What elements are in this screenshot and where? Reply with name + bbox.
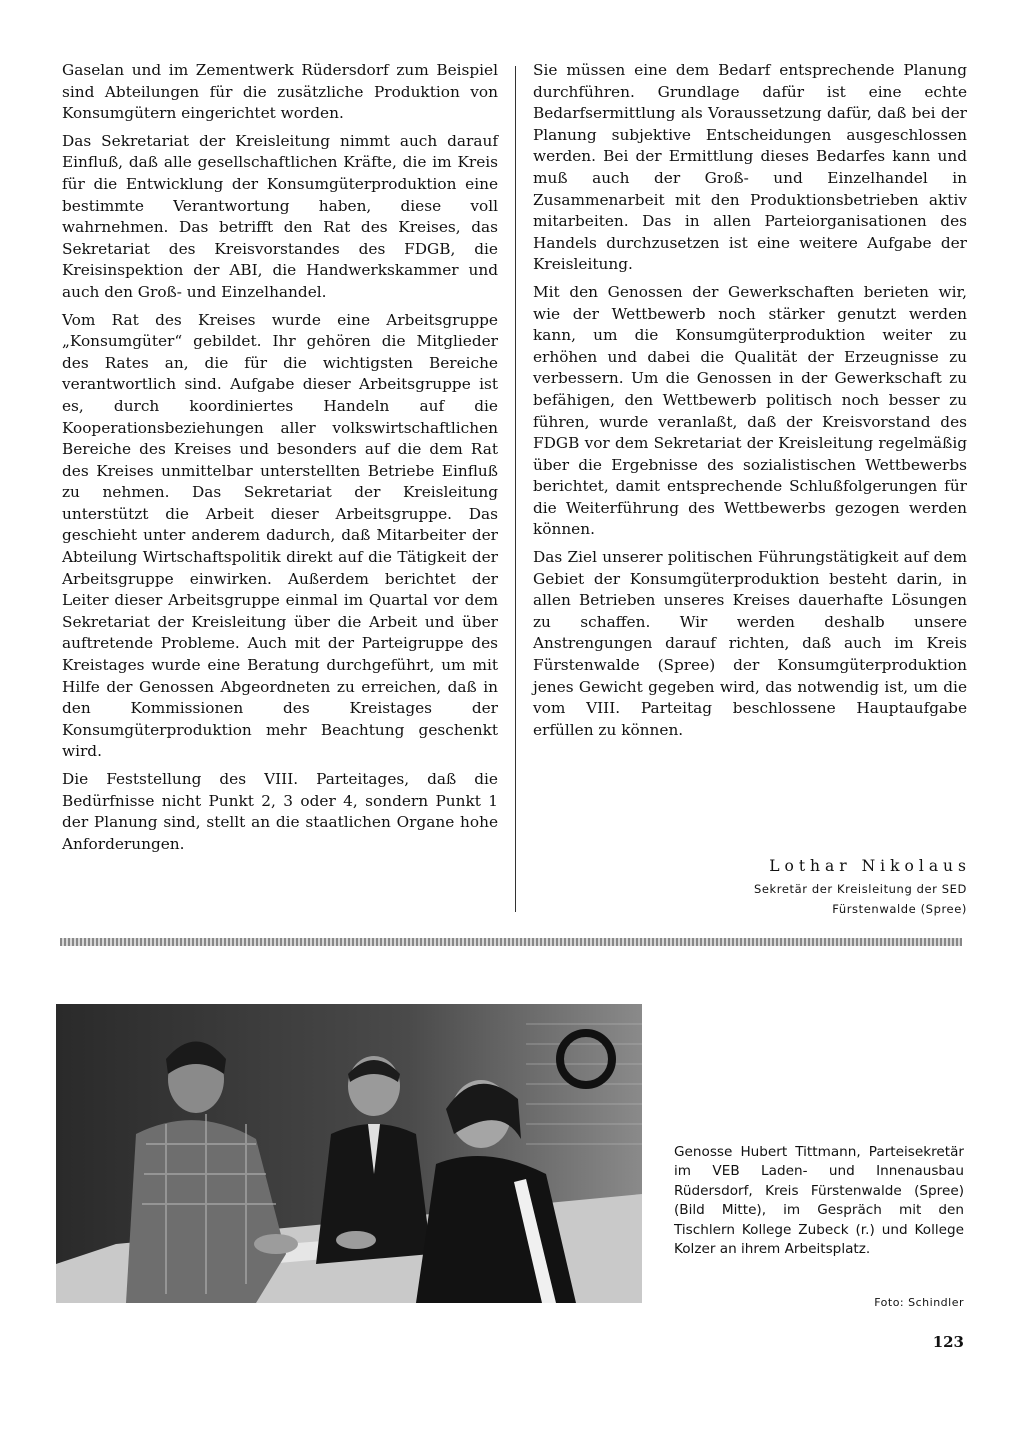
article-paragraph: Das Ziel unserer politischen Führungstätigkeit auf dem Gebiet der Konsumgüterproduktion besteht darin, in allen Betrieben unseres Kreises dauerhafte Lösungen zu schaffen. Wir werden deshalb unsere Anstrengungen darauf richten, daß auch im Kreis Fürstenwalde (Spree) der Konsumgüterproduktion jenes Gewicht gegeben wird, das notwendig ist, um die vom VIII. Parteitag beschlossene Hauptaufgabe erfüllen zu können. (533, 548, 967, 739)
article-paragraph: Das Sekretariat der Kreisleitung nimmt auch darauf Einfluß, daß alle gesellschaftlichen Kräfte, die im Kreis für die Entwicklung der Konsumgüterproduktion eine bestimmte Verantwortung haben, diese voll wahrnehmen. Das betrifft den Rat des Kreises, das Sekretariat des Kreisvorstandes des FDGB, die Kreisinspektion der ABI, die Handwerkskammer und auch den Groß- und Einzelhandel. (62, 131, 498, 301)
article-left-column (62, 60, 498, 861)
author-signature (533, 853, 971, 919)
workshop-photo-illustration (56, 1004, 642, 1303)
article-paragraph: Die Feststellung des VIII. Parteitages, daß die Bedürfnisse nicht Punkt 2, 3 oder 4, sondern Punkt 1 der Planung sind, stellt an die staatlichen Organe hohe Anforderungen. (62, 770, 498, 853)
column-divider-rule (515, 66, 516, 912)
workshop-photo (56, 1004, 642, 1303)
author-location: Fürstenwalde (Spree) (832, 902, 967, 916)
page-number: 123 (932, 1333, 964, 1351)
photo-caption: Genosse Hubert Tittmann, Parteisekretär im VEB Laden- und Innenausbau Rüdersdorf, Kreis Fürstenwalde (Spree) (Bild Mitte), im Gespräch mit den Tischlern Kollege Zubeck (r.) und Kollege Kolzer an ihrem Arbeitsplatz. (674, 1144, 964, 1258)
article-right-column (533, 60, 967, 747)
photo-credit: Foto: Schindler (874, 1296, 964, 1309)
article-paragraph: Sie müssen eine dem Bedarf entsprechende Planung durchführen. Grundlage dafür ist eine echte Bedarfsermittlung als Voraussetzung dafür, daß bei der Planung subjektive Entscheidungen ausgeschlossen werden. Bei der Ermittlung dieses Bedarfes kann und muß auch der Groß- und Einzelhandel in Zusammenarbeit mit den Produktionsbetrieben aktiv mitarbeiten. Das in allen Parteiorganisationen des Handels durchzusetzen ist eine weitere Aufgabe der Kreisleitung. (533, 61, 967, 274)
author-role: Sekretär der Kreisleitung der SED (753, 882, 967, 896)
article-paragraph: Gaselan und im Zementwerk Rüdersdorf zum Beispiel sind Abteilungen für die zusätzliche Produktion von Konsumgütern eingerichtet worden. (62, 61, 498, 123)
author-name: Lothar Nikolaus (769, 857, 971, 875)
article-paragraph: Vom Rat des Kreises wurde eine Arbeitsgruppe „Konsumgüter“ gebildet. Ihr gehören die Mitglieder des Rates an, die für die wichtigsten Bereiche verantwortlich sind. Aufgabe dieser Arbeitsgruppe ist es, durch koordiniertes Handeln auf die Kooperationsbeziehungen aller volkswirtschaftlichen Bereiche des Kreises und besonders auf die dem Rat des Kreises unmittelbar unterstellten Betriebe Einfluß zu nehmen. Das Sekretariat der Kreisleitung unterstützt die Arbeit dieser Arbeitsgruppe. Das geschieht unter anderem dadurch, daß Mitarbeiter der Abteilung Wirtschaftspolitik direkt auf die Tätigkeit der Arbeitsgruppe einwirken. Außerdem berichtet der Leiter dieser Arbeitsgruppe einmal im Quartal vor dem Sekretariat der Kreisleitung über die Arbeit und über auftretende Probleme. Auch mit der Parteigruppe des Kreistages wurde eine Beratung durchgeführt, um mit Hilfe der Genossen Abgeordneten zu erreichen, daß in den Kommissionen des Kreistages der Konsumgüterproduktion mehr Beachtung geschenkt wird. (62, 310, 498, 761)
article-paragraph: Mit den Genossen der Gewerkschaften berieten wir, wie der Wettbewerb noch stärker genutzt werden kann, um die Konsumgüterproduktion weiter zu erhöhen und dabei die Qualität der Erzeugnisse zu verbessern. Um die Genossen in der Gewerkschaft zu befähigen, den Wettbewerb politisch noch besser zu führen, wurde veranlaßt, daß der Kreisvorstand des FDGB vor dem Sekretariat der Kreisleitung regelmäßig über die Ergebnisse des sozialistischen Wettbewerbs berichtet, damit entsprechende Schlußfolgerungen für die Weiterführung des Wettbewerbs gezogen werden können. (533, 282, 967, 539)
section-divider (60, 938, 962, 946)
